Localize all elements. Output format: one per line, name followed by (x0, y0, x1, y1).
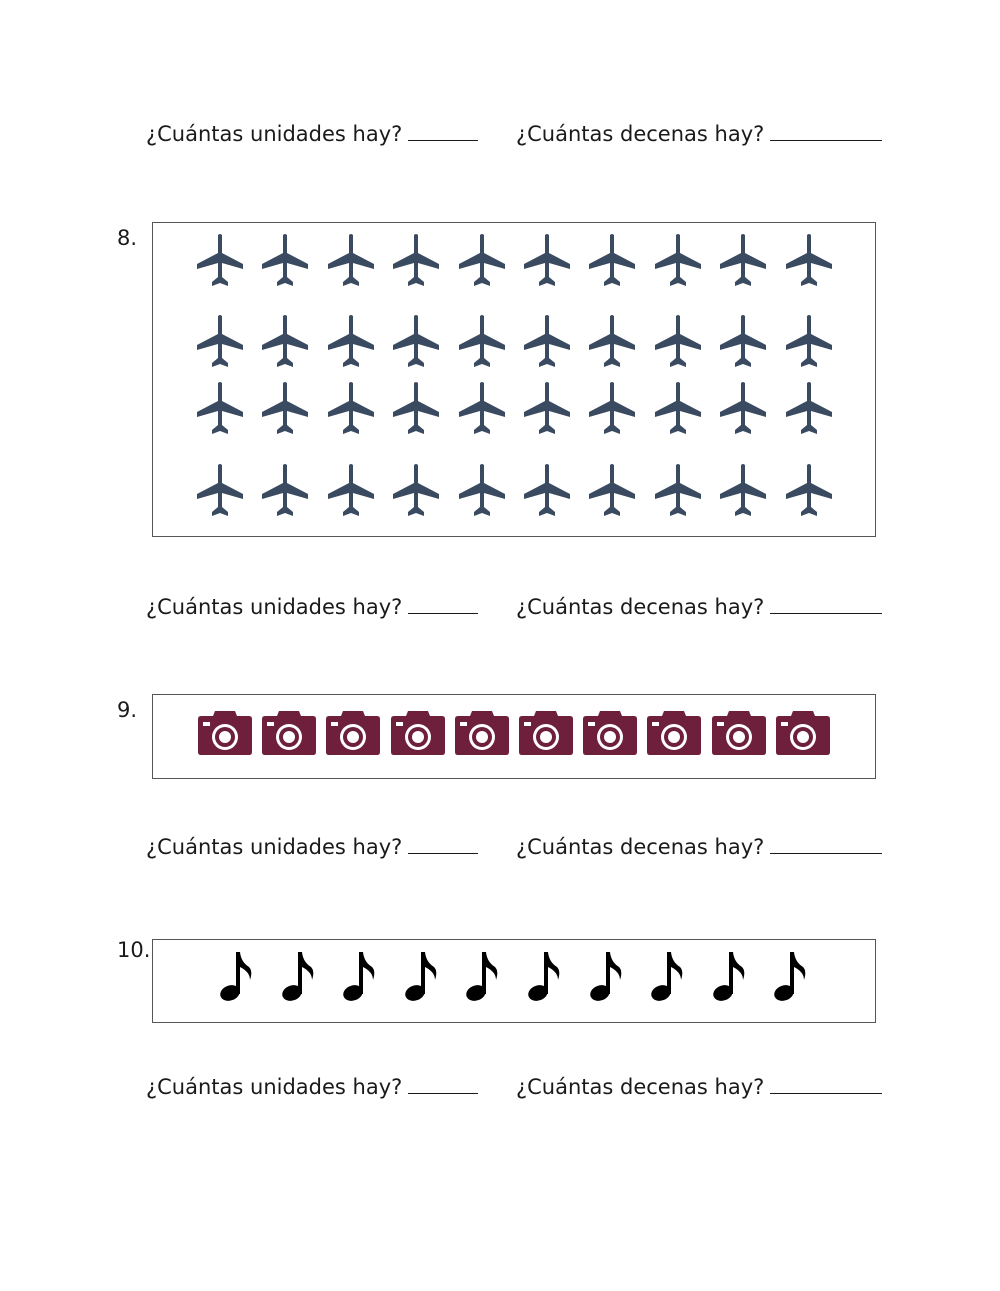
airplane-icon (587, 463, 637, 519)
tens-answer-blank[interactable] (770, 595, 882, 614)
airplane-icon (391, 314, 441, 370)
music-note-icon (527, 950, 561, 1002)
airplane-icon (784, 463, 834, 519)
airplane-icon (260, 233, 310, 289)
music-note-icon (342, 950, 376, 1002)
airplane-icon (784, 233, 834, 289)
camera-icon (519, 711, 573, 755)
airplane-icon (784, 314, 834, 370)
airplane-icon (326, 381, 376, 437)
airplane-icon (522, 381, 572, 437)
tens-answer-blank[interactable] (770, 122, 882, 141)
units-answer-blank[interactable] (408, 595, 478, 614)
airplane-icon (587, 381, 637, 437)
airplane-icon (260, 463, 310, 519)
airplane-icon (718, 463, 768, 519)
tens-answer-blank[interactable] (770, 1075, 882, 1094)
music-note-icon (281, 950, 315, 1002)
airplane-icon (326, 314, 376, 370)
airplane-icon (195, 233, 245, 289)
airplane-icon (260, 381, 310, 437)
airplane-icon (587, 314, 637, 370)
music-note-icon (465, 950, 499, 1002)
exercise-9-box (152, 694, 876, 779)
airplane-icon (718, 314, 768, 370)
camera-icon (583, 711, 637, 755)
airplane-icon (718, 233, 768, 289)
airplane-icon (391, 381, 441, 437)
tens-question: ¿Cuántas decenas hay? (516, 595, 765, 619)
exercise-number: 9. (117, 698, 138, 722)
exercise-8-box (152, 222, 876, 537)
camera-icon (198, 711, 252, 755)
tens-question: ¿Cuántas decenas hay? (516, 835, 765, 859)
camera-icon (262, 711, 316, 755)
units-question: ¿Cuántas unidades hay? (146, 1075, 403, 1099)
airplane-icon (653, 233, 703, 289)
tens-answer-blank[interactable] (770, 835, 882, 854)
airplane-icon (587, 233, 637, 289)
exercise-number: 10. (117, 938, 151, 962)
airplane-icon (391, 463, 441, 519)
airplane-icon (326, 463, 376, 519)
airplane-icon (653, 463, 703, 519)
units-answer-blank[interactable] (408, 1075, 478, 1094)
airplane-icon (653, 314, 703, 370)
airplane-icon (391, 233, 441, 289)
units-question: ¿Cuántas unidades hay? (146, 835, 403, 859)
tens-question: ¿Cuántas decenas hay? (516, 122, 765, 146)
music-note-icon (219, 950, 253, 1002)
tens-question: ¿Cuántas decenas hay? (516, 1075, 765, 1099)
camera-icon (647, 711, 701, 755)
camera-icon (326, 711, 380, 755)
exercise-10-box (152, 939, 876, 1023)
airplane-icon (522, 314, 572, 370)
airplane-icon (326, 233, 376, 289)
music-note-icon (650, 950, 684, 1002)
airplane-icon (457, 381, 507, 437)
airplane-icon (260, 314, 310, 370)
airplane-icon (784, 381, 834, 437)
music-note-icon (712, 950, 746, 1002)
units-question: ¿Cuántas unidades hay? (146, 122, 403, 146)
music-note-icon (589, 950, 623, 1002)
camera-icon (712, 711, 766, 755)
camera-icon (391, 711, 445, 755)
airplane-icon (522, 463, 572, 519)
airplane-icon (522, 233, 572, 289)
airplane-icon (195, 314, 245, 370)
music-note-icon (404, 950, 438, 1002)
camera-icon (776, 711, 830, 755)
music-note-icon (773, 950, 807, 1002)
units-answer-blank[interactable] (408, 122, 478, 141)
airplane-icon (457, 233, 507, 289)
airplane-icon (653, 381, 703, 437)
airplane-icon (457, 314, 507, 370)
airplane-icon (457, 463, 507, 519)
units-question: ¿Cuántas unidades hay? (146, 595, 403, 619)
airplane-icon (195, 463, 245, 519)
camera-icon (455, 711, 509, 755)
units-answer-blank[interactable] (408, 835, 478, 854)
exercise-number: 8. (117, 226, 138, 250)
airplane-icon (195, 381, 245, 437)
airplane-icon (718, 381, 768, 437)
